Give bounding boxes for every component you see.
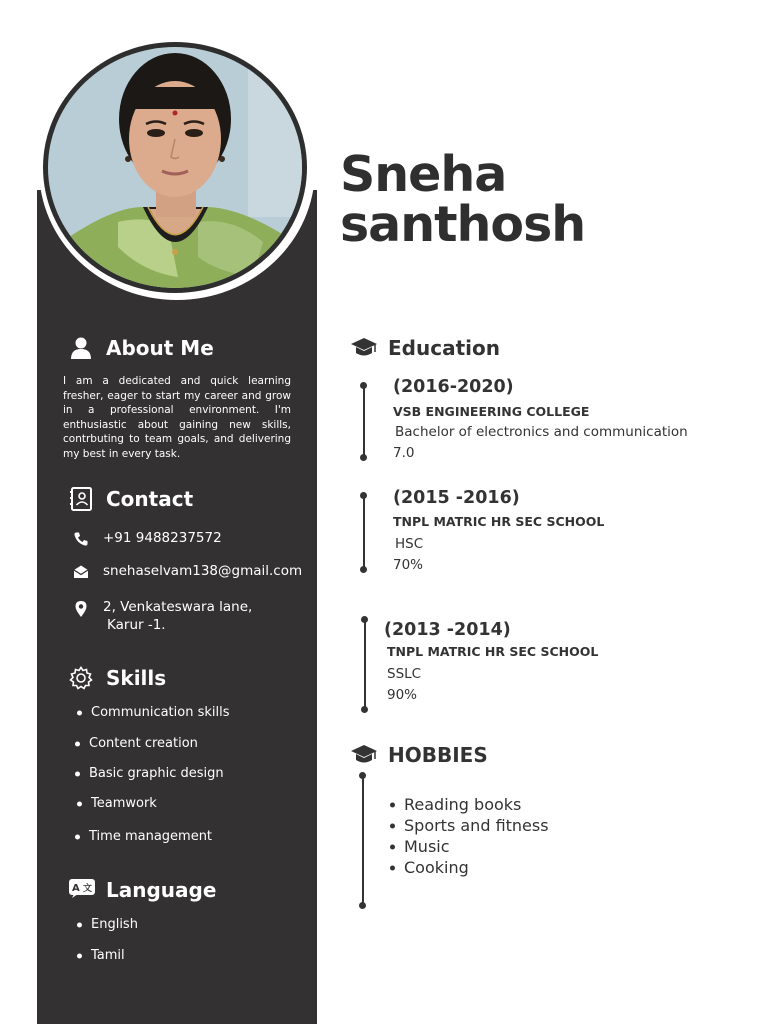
contact-address bbox=[73, 598, 252, 634]
hobbies-heading bbox=[350, 742, 488, 768]
hobbies-title: HOBBIES bbox=[388, 743, 488, 767]
svg-text:文: 文 bbox=[83, 884, 93, 894]
edu-score: 70% bbox=[393, 557, 424, 573]
edu-score: 90% bbox=[387, 687, 418, 703]
timeline-dot bbox=[360, 454, 367, 461]
contact-title: Contact bbox=[106, 487, 194, 511]
language-title: Language bbox=[106, 878, 217, 902]
full-name bbox=[340, 146, 586, 253]
education-title: Education bbox=[388, 336, 500, 360]
timeline-dot bbox=[360, 566, 367, 573]
skill-item: Communication skills bbox=[91, 705, 230, 720]
profile-photo bbox=[43, 42, 307, 293]
phone-icon bbox=[73, 531, 89, 547]
hobby-item: Sports and fitness bbox=[404, 816, 549, 835]
address-line-1: 2, Venkateswara lane, bbox=[103, 599, 253, 615]
graduation-cap-icon bbox=[350, 335, 376, 361]
address bbox=[103, 598, 252, 634]
skills-heading bbox=[68, 665, 166, 691]
hobby-item: Reading books bbox=[404, 795, 522, 814]
edu-years: (2015 -2016) bbox=[393, 488, 520, 508]
about-text: I am a dedicated and quick learning fresher, eager to start my career and grow in a professional environment. I'm enthusiastic about gaining new skills, contrbuting to team goals, and delivering my best in every task. bbox=[63, 375, 291, 460]
edu-school: VSB ENGINEERING COLLEGE bbox=[393, 404, 590, 419]
edu-course: SSLC bbox=[387, 666, 422, 682]
about-heading bbox=[68, 335, 214, 361]
timeline-line bbox=[362, 776, 364, 904]
email-address[interactable]: snehaselvam138@gmail.com bbox=[103, 563, 303, 579]
location-pin-icon bbox=[73, 600, 89, 616]
contact-phone bbox=[73, 529, 222, 547]
language-item: Tamil bbox=[91, 948, 125, 963]
person-icon bbox=[68, 335, 94, 361]
edu-school: TNPL MATRIC HR SEC SCHOOL bbox=[393, 514, 605, 529]
timeline-dot bbox=[361, 706, 368, 713]
education-heading bbox=[350, 335, 500, 361]
edu-course: Bachelor of electronics and communication bbox=[395, 424, 688, 440]
about-title: About Me bbox=[106, 336, 214, 360]
mail-icon bbox=[73, 564, 89, 580]
hobby-item: Cooking bbox=[404, 858, 469, 877]
language-heading bbox=[68, 877, 216, 903]
timeline-line bbox=[364, 620, 366, 708]
edu-school: TNPL MATRIC HR SEC SCHOOL bbox=[387, 644, 599, 659]
skills-title: Skills bbox=[106, 666, 167, 690]
phone-number[interactable]: +91 9488237572 bbox=[103, 530, 222, 546]
gear-icon bbox=[68, 665, 94, 691]
contact-heading bbox=[68, 486, 193, 512]
address-line-2: Karur -1. bbox=[107, 617, 166, 633]
timeline-dot bbox=[359, 902, 366, 909]
edu-years: (2013 -2014) bbox=[384, 620, 511, 640]
skill-item: Basic graphic design bbox=[89, 766, 224, 781]
skill-item: Time management bbox=[89, 829, 213, 844]
portrait-image bbox=[48, 47, 302, 288]
timeline-line bbox=[363, 496, 365, 568]
language-item: English bbox=[91, 917, 138, 932]
graduation-cap-icon bbox=[350, 742, 376, 768]
skill-item: Teamwork bbox=[91, 796, 157, 811]
edu-course: HSC bbox=[395, 536, 424, 552]
first-name: Sneha bbox=[340, 146, 507, 203]
last-name: santhosh bbox=[340, 196, 586, 253]
contact-email bbox=[73, 562, 302, 580]
skill-item: Content creation bbox=[89, 736, 198, 751]
edu-score: 7.0 bbox=[393, 445, 415, 461]
timeline-line bbox=[363, 386, 365, 456]
hobby-item: Music bbox=[404, 837, 450, 856]
translate-icon bbox=[68, 877, 94, 903]
contact-book-icon bbox=[68, 486, 94, 512]
edu-years: (2016-2020) bbox=[393, 377, 514, 397]
svg-text:A: A bbox=[72, 883, 80, 894]
